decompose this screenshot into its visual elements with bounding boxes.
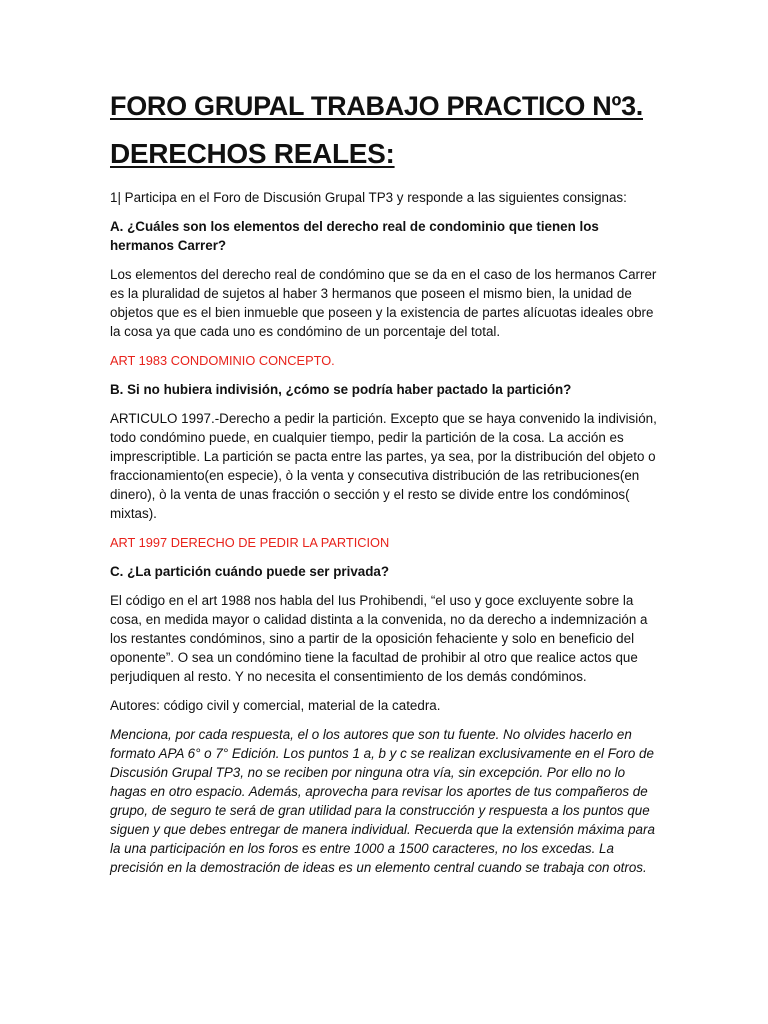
document-page — [110, 84, 662, 877]
reference-b: ART 1997 DERECHO DE PEDIR LA PARTICION — [110, 535, 390, 550]
answer-b: ARTICULO 1997.-Derecho a pedir la partición. Excepto que se haya convenido la indivisión, todo condómino puede, en cualquier tiempo, pedir la partición de la cosa. La acción es imprescriptible. La partición se pacta entre las partes, ya sea, por la distribución del objeto o fraccionamiento(en especie), ò la venta y consecutiva distribución de las retribuciones(en dinero), ò la venta de unas fracción o sección y el resto se divide entre los condóminos( mixtas). — [110, 411, 657, 521]
question-b: B. Si no hubiera indivisión, ¿cómo se podría haber pactado la partición? — [110, 382, 572, 397]
document-title: FORO GRUPAL TRABAJO PRACTICO Nº3. — [110, 91, 643, 121]
instructions-paragraph: Menciona, por cada respuesta, el o los autores que son tu fuente. No olvides hacerlo en formato APA 6° o 7° Edición. Los puntos 1 a, b y c se realizan exclusivamente en el Foro de Discusión Grupal TP3, no se reciben por ninguna otra vía, sin excepción. Por ello no lo hagas en otro espacio. Además, aprovecha para revisar los aportes de tus compañeros de grupo, de seguro te será de gran utilidad para la construcción y respuesta a los puntos que siguen y que debes entregar de manera individual. Recuerda que la extensión máxima para la una participación en los foros es entre 1000 a 1500 caracteres, no los excedas. La precisión en la demostración de ideas es un elemento central cuando se trabaja con otros. — [110, 727, 655, 875]
authors-line: Autores: código civil y comercial, material de la catedra. — [110, 698, 441, 713]
question-a: A. ¿Cuáles son los elementos del derecho real de condominio que tienen los hermanos Carrer? — [110, 219, 599, 253]
reference-a: ART 1983 CONDOMINIO CONCEPTO. — [110, 353, 335, 368]
document-subtitle: DERECHOS REALES: — [110, 138, 395, 169]
answer-a: Los elementos del derecho real de condómino que se da en el caso de los hermanos Carrer es la pluralidad de sujetos al haber 3 hermanos que poseen el mismo bien, la unidad de objetos que es el bien inmueble que poseen y la existencia de partes alícuotas ideales obre la cosa ya que cada uno es condómino de un porcentaje del total. — [110, 267, 657, 339]
question-c: C. ¿La partición cuándo puede ser privada? — [110, 564, 390, 579]
intro-paragraph: 1| Participa en el Foro de Discusión Grupal TP3 y responde a las siguientes consignas: — [110, 190, 627, 205]
answer-c: El código en el art 1988 nos habla del Ius Prohibendi, “el uso y goce excluyente sobre la cosa, en medida mayor o calidad distinta a la convenida, no da derecho a indemnización a los restantes condóminos, sino a partir de la oposición fehaciente y solo en beneficio del oponente”. O sea un condómino tiene la facultad de prohibir al otro que realice actos que perjudiquen al resto. Y no necesita el consentimiento de los demás condóminos. — [110, 593, 648, 684]
